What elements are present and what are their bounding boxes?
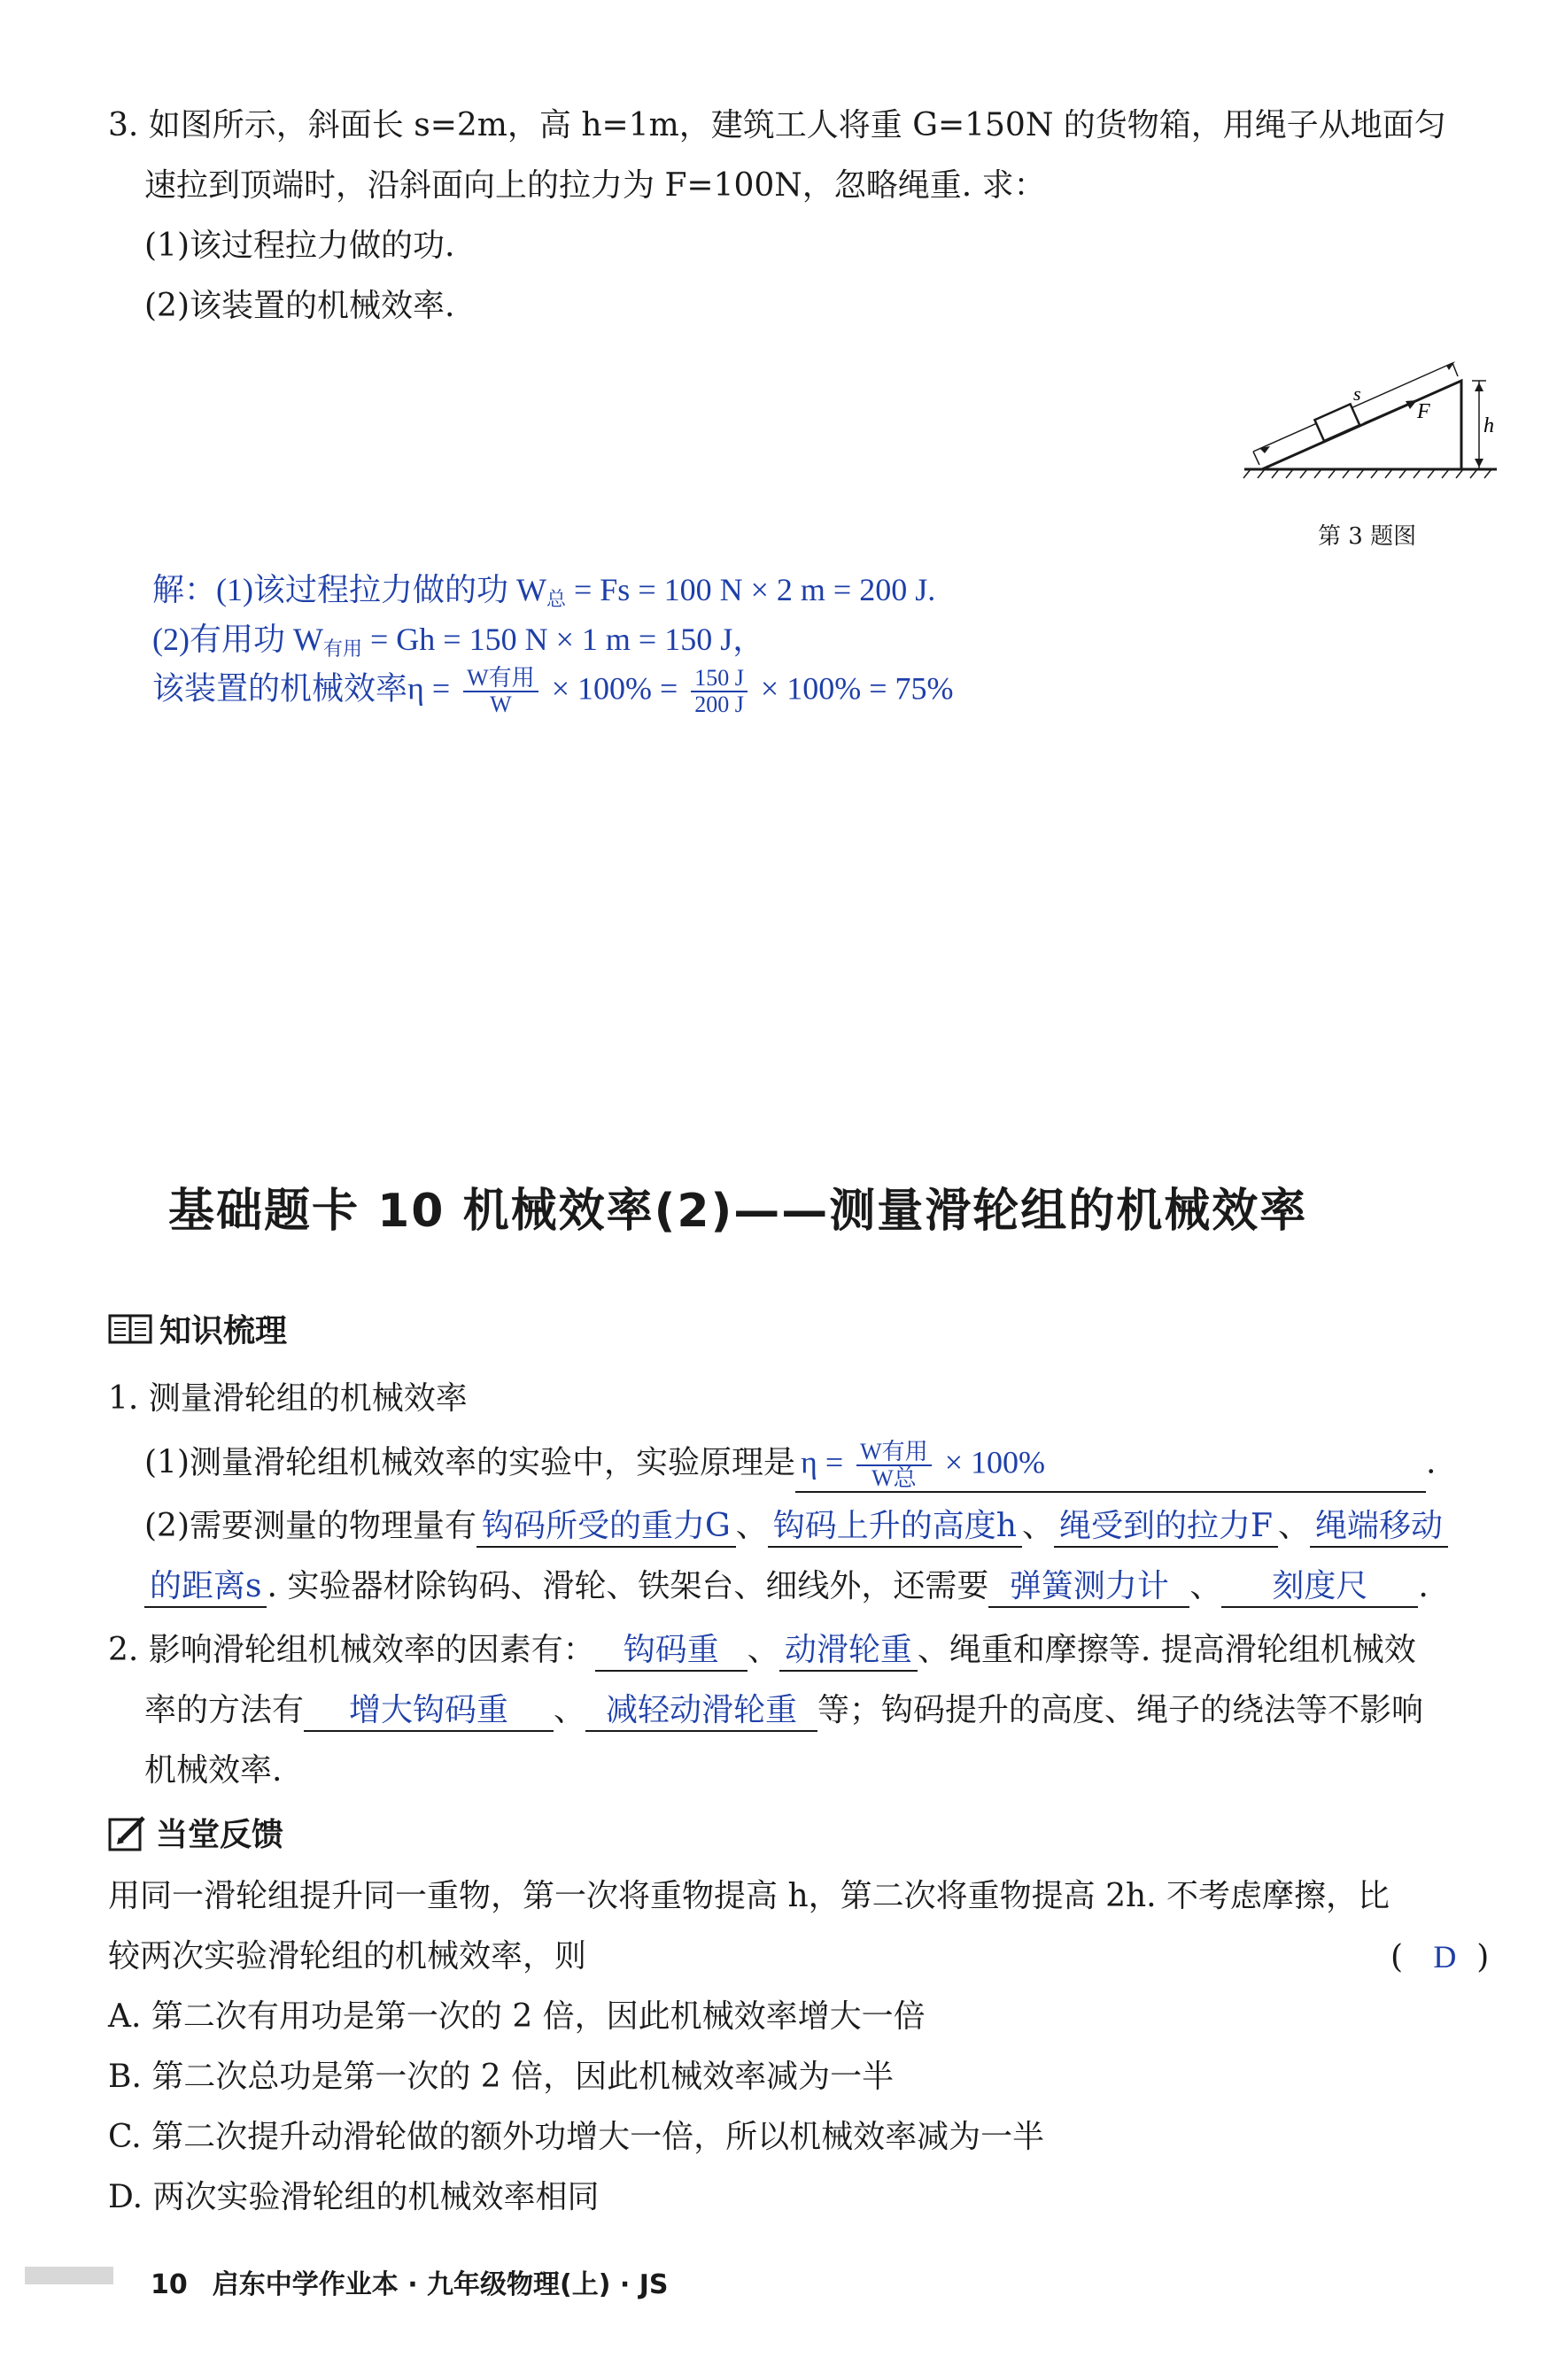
q3-line1: 3. 如图所示，斜面长 s=2m，高 h=1m，建筑工人将重 G=150N 的货物箱，用绳子从地面匀: [108, 107, 1446, 143]
knowledge-item2-line2: 率的方法有 增大钩码重 、 减轻动滑轮重 等；钩码提升的高度、绳子的绕法等不影响: [144, 1689, 1423, 1732]
q3-sub2: (2)该装置的机械效率.: [144, 288, 455, 324]
feedback-question-line1: 用同一滑轮组提升同一重物，第一次将重物提高 h，第二次将重物提高 2h. 不考虑摩擦，比: [108, 1878, 1390, 1914]
figure-label-h: h: [1483, 414, 1494, 437]
feedback-question-line2: 较两次实验滑轮组的机械效率，则: [108, 1938, 587, 1974]
sol3-frac1: [463, 666, 538, 717]
sol3-frac2-den: 200 J: [694, 692, 744, 717]
book-icon: [108, 1312, 152, 1346]
sol3-frac2-num: 150 J: [691, 666, 748, 692]
pencil-icon: [108, 1814, 149, 1851]
sol1-sub: 总: [546, 588, 566, 610]
sol3-frac2: [691, 666, 748, 717]
footer: [151, 2262, 669, 2301]
feedback-heading: [108, 1810, 283, 1855]
answer-bracket: ( D ): [1390, 1939, 1490, 1975]
knowledge-heading-text: 知识梳理: [159, 1313, 288, 1349]
item1-2-mid: . 实验器材除钩码、滑轮、铁架台、细线外，还需要: [267, 1568, 989, 1604]
item1-2-answer-e: 弹簧测力计: [988, 1567, 1189, 1608]
sol3-pre: 该装置的机械效率η =: [152, 670, 459, 707]
item1-1-answer: [795, 1440, 1426, 1493]
item1-2-answer-a: 钩码所受的重力G: [476, 1507, 736, 1548]
knowledge-item1: 1. 测量滑轮组的机械效率: [108, 1380, 468, 1417]
sol3-post: × 100% = 75%: [752, 670, 954, 707]
item2-answer-d: 减轻动滑轮重: [585, 1691, 817, 1732]
knowledge-heading: [108, 1306, 287, 1351]
sol1-post: = Fs = 100 N × 2 m = 200 J.: [565, 572, 936, 607]
knowledge-item1-2-cont: 的距离s . 实验器材除钩码、滑轮、铁架台、细线外，还需要 弹簧测力计 、 刻度尺 .: [144, 1565, 1429, 1608]
item2-l2-pre: 率的方法有: [144, 1692, 305, 1728]
sol2-pre: (2)有用功 W: [152, 622, 323, 657]
figure-caption: 第 3 题图: [1318, 523, 1417, 550]
q3-sub1: (1)该过程拉力做的功.: [144, 228, 455, 264]
item1-2-answer-d2: 的距离s: [144, 1567, 267, 1608]
item1-2-answer-c: 绳受到的拉力F: [1054, 1507, 1278, 1548]
item1-2-answer-d1: 绳端移动: [1310, 1507, 1448, 1548]
sol3-frac1-num: W有用: [463, 666, 538, 692]
figure-label-f: F: [1417, 400, 1430, 423]
page-number: 10: [151, 2269, 188, 2300]
item2-answer-b: 动滑轮重: [779, 1631, 918, 1672]
section-title: 基础题卡 10 机械效率(2)——测量滑轮组的机械效率: [168, 1185, 1308, 1238]
sol2-post: = Gh = 150 N × 1 m = 150 J，: [361, 622, 765, 657]
sol3-mid: × 100% =: [543, 670, 686, 707]
knowledge-item2: 2. 影响滑轮组机械效率的因素有： 钩码重 、 动滑轮重 、绳重和摩擦等. 提高滑轮组机械效: [108, 1629, 1416, 1672]
option-a: A. 第二次有用功是第一次的 2 倍，因此机械效率增大一倍: [108, 1998, 926, 2035]
item1-1-frac: [856, 1440, 932, 1491]
knowledge-item1-1: (1)测量滑轮组机械效率的实验中，实验原理是 η = $\frac{\text{W有用}}{\text{W总}}$ × 100% .: [144, 1439, 1437, 1491]
item1-1-pre: (1)测量滑轮组机械效率的实验中，实验原理是: [144, 1444, 795, 1481]
item1-2-answer-f: 刻度尺: [1221, 1567, 1418, 1608]
item2-pre: 2. 影响滑轮组机械效率的因素有：: [108, 1632, 595, 1668]
answer-choice: D: [1433, 1939, 1457, 1974]
item1-2-answer-b: 钩码上升的高度h: [768, 1507, 1022, 1548]
solution-line3: [152, 666, 954, 717]
item1-1-frac-num: W有用: [856, 1440, 932, 1466]
item1-1-ans-pre: η =: [801, 1444, 852, 1480]
item1-2-pre: (2)需要测量的物理量有: [144, 1508, 476, 1544]
item2-answer-a: 钩码重: [595, 1631, 748, 1672]
feedback-heading-text: 当堂反馈: [156, 1817, 284, 1853]
figure-label-s: s: [1353, 382, 1361, 405]
knowledge-item1-2: (2)需要测量的物理量有 钩码所受的重力G 、 钩码上升的高度h 、 绳受到的拉力F 、 绳端移动: [144, 1505, 1448, 1548]
solution-line2: [152, 618, 764, 670]
q3-line2: 速拉到顶端时，沿斜面向上的拉力为 F=100N，忽略绳重. 求：: [144, 167, 1046, 204]
sol3-frac1-den: W: [490, 692, 512, 717]
footer-gray-bar: [25, 2267, 113, 2284]
option-c: C. 第二次提升动滑轮做的额外功增大一倍，所以机械效率减为一半: [108, 2119, 1045, 2155]
item1-1-ans-post: × 100%: [936, 1444, 1045, 1480]
item2-answer-c: 增大钩码重: [304, 1691, 554, 1732]
footer-text: 启东中学作业本 · 九年级物理(上) · JS: [212, 2269, 669, 2300]
item2-l2-post: 等；钩码提升的高度、绳子的绕法等不影响: [817, 1692, 1424, 1728]
incline-figure: [1240, 336, 1514, 487]
option-b: B. 第二次总功是第一次的 2 倍，因此机械效率减为一半: [108, 2059, 895, 2095]
sol1-pre: 解：(1)该过程拉力做的功 W: [152, 572, 546, 607]
solution-line1: [152, 568, 935, 621]
item2-mid: 、绳重和摩擦等. 提高滑轮组机械效: [917, 1632, 1416, 1668]
knowledge-item2-line3: 机械效率.: [144, 1752, 283, 1789]
option-d: D. 两次实验滑轮组的机械效率相同: [108, 2179, 600, 2215]
sol2-sub: 有用: [322, 638, 362, 660]
item1-1-frac-den: W总: [871, 1465, 917, 1491]
